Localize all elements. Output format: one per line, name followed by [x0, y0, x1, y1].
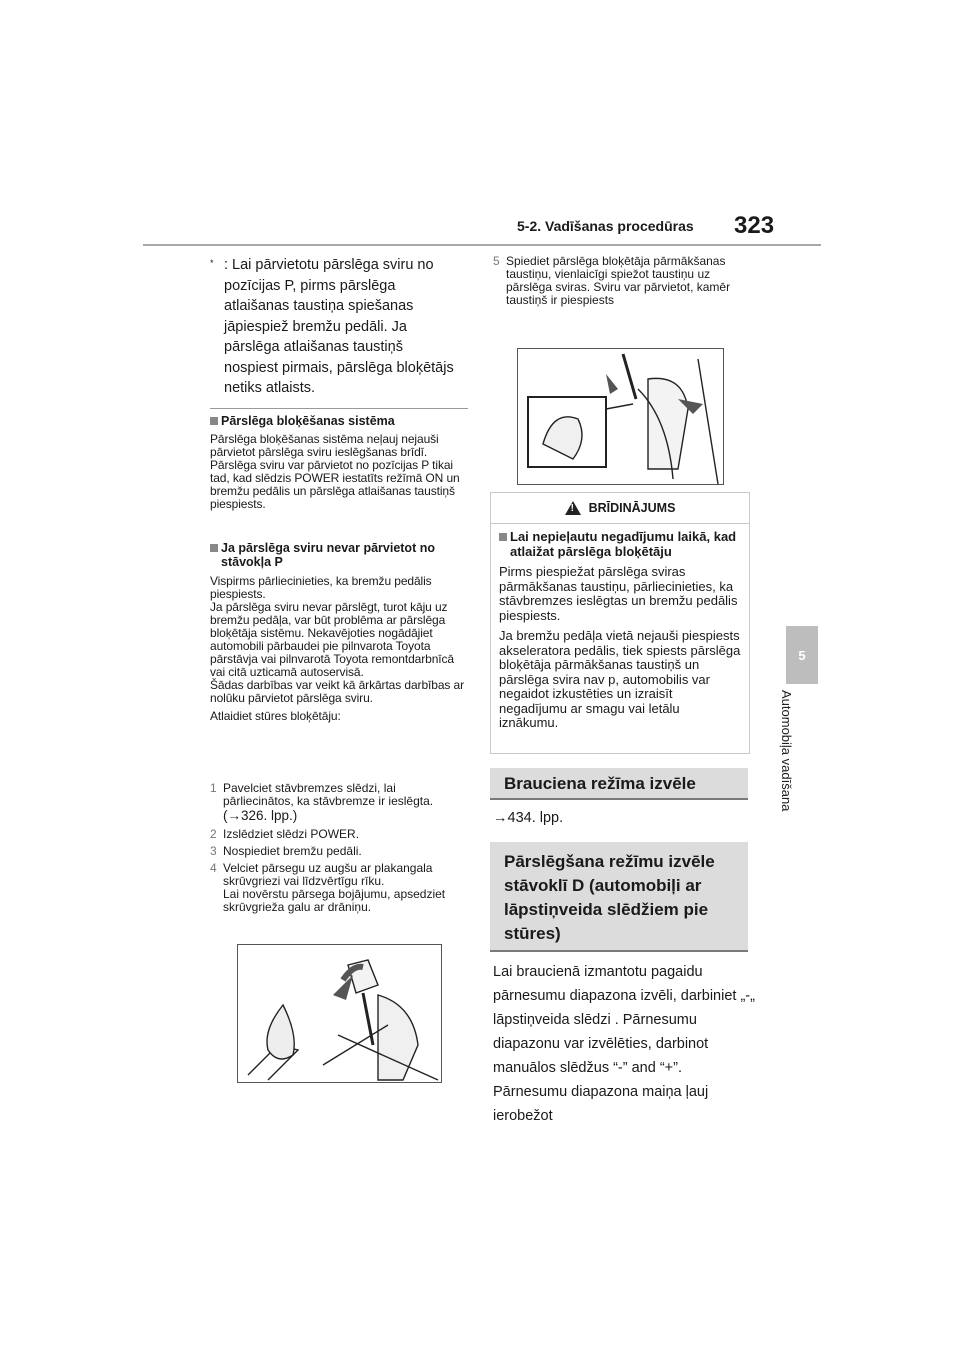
lock-system-text: Pārslēga bloķēšanas sistēma neļauj nejauši pārvietot pārslēga sviru ieslēgšanas brīdī. Pārslēga sviru var pārvietot no pozīcijas P tikai tad, kad slēdzis POWER iestatīts režīmā ON un bremžu pedālis un pārslēga atlaišanas taustiņš piespiests. — [210, 432, 460, 511]
list-item: 3 Nospiediet bremžu pedāli. — [210, 844, 362, 858]
list-item: 2 Izslēdziet slēdzi POWER. — [210, 827, 360, 841]
shift-cover-illustration-icon — [238, 945, 441, 1082]
chapter-title: Automobiļa vadīšana — [779, 690, 794, 812]
paragraph: Atlaidiet stūres bloķētāju: — [210, 709, 341, 723]
warning-box — [490, 492, 750, 754]
divider — [210, 408, 468, 409]
shift-lever-illustration-icon — [518, 349, 723, 484]
paragraph: Vispirms pārliecinieties, ka bremžu pedālis piespiests. — [210, 574, 432, 601]
cannot-move-heading: Ja pārslēga sviru nevar pārvietot no stāvokļa P — [210, 541, 479, 569]
square-bullet-icon — [210, 544, 218, 552]
paddle-text: Lai braucienā izmantotu pagaidu pārnesumu diapazona izvēli, darbiniet „-„ lāpstiņveida slēdzi . Pārnesumu diapazonu var izvēlēties, darbinot manuālos slēdžus “-” and “+”. Pārnesumu diapazona maiņa ļauj ierobežot — [493, 964, 755, 1124]
section-title: 5-2. Vadīšanas procedūras — [517, 218, 694, 234]
footnote-marker: * — [210, 258, 214, 268]
lock-system-heading: Pārslēga bloķēšanas sistēma — [210, 414, 468, 428]
square-bullet-icon — [210, 417, 218, 425]
warning-header — [491, 493, 749, 524]
cannot-move-text — [210, 575, 468, 723]
page-ref: (→326. lpp.) — [223, 808, 298, 823]
drive-mode-ref[interactable]: →434. lpp. — [493, 810, 564, 826]
footnote-text: : Lai pārvietotu pārslēga sviru no pozīcijas P, pirms pārslēga atlaišanas taustiņa spiešanas jāpiespiež bremžu pedāli. Ja pārslēga atlaišanas taustiņš nospiest pirmais, pārslēga bloķētājs netiks atlaists. — [224, 257, 454, 396]
warning-paragraph: Ja bremžu pedāļa vietā nejauši piespiests akseleratora pedālis, tiek spiests pārslēga bloķētāja pārmākšanas taustiņš un pārslēga svira nav p, automobilis var negaidot izkustēties un izraisīt negadījumu ar smagu vai letālu iznākumu. — [499, 628, 741, 730]
warning-body — [491, 524, 749, 737]
paragraph: Šādas darbības var veikt kā ārkārtas darbības ar nolūku pārvietot pārslēga sviru. — [210, 678, 464, 705]
warning-triangle-icon — [565, 501, 581, 515]
square-bullet-icon — [499, 533, 507, 541]
steps-list — [210, 782, 468, 918]
list-item: 5 Spiediet pārslēga bloķētāja pārmākšanas taustiņu, vienlaicīgi spiežot taustiņu uz pārslēga sviras. Sviru var pārvietot, kamēr taustiņš ir piespiests — [493, 255, 743, 307]
screwdriver-illustration — [237, 944, 442, 1083]
header-rule — [143, 244, 821, 246]
warning-title: BRĪDINĀJUMS — [588, 501, 676, 515]
chapter-label — [776, 690, 796, 850]
paragraph: Ja pārslēga sviru nevar pārslēgt, turot kāju uz bremžu pedāļa, var būt problēma ar pārslēga bloķētāja sistēmu. Nekavējoties nogādājiet automobili pārbaudei pie pilnvarota Toyota pārstāvja vai pilnvarotā Toyota remontdarbnīcā vai citā uzticamā autoservisā. — [210, 600, 454, 679]
paddle-heading: Pārslēgšana režīmu izvēle stāvoklī D (automobiļi ar lāpstiņveida slēdžiem pie stūres) — [490, 842, 748, 952]
override-button-illustration — [517, 348, 724, 485]
step-text: Spiediet pārslēga bloķētāja pārmākšanas taustiņu, vienlaicīgi spiežot taustiņu uz pārslēga sviras. Sviru var pārvietot, kamēr taustiņš ir piespiests — [506, 254, 731, 307]
drive-mode-heading: Brauciena režīma izvēle — [490, 768, 748, 800]
page-number: 323 — [734, 212, 775, 239]
chapter-tab[interactable]: 5 — [786, 626, 818, 684]
warning-heading: Lai nepieļautu negadījumu laikā, kad atlaižat pārslēga bloķētāju — [499, 530, 741, 559]
list-item: 1 Pavelciet stāvbremzes slēdzi, lai pārliecinātos, ka stāvbremze ir ieslēgta. (→326. lpp.) — [210, 782, 468, 824]
warning-paragraph: Pirms piespiežat pārslēga sviras pārmākšanas taustiņu, pārliecinieties, ka stāvbremzes ieslēgtas un bremžu pedālis piespiests. — [499, 564, 738, 623]
list-item: 4 Velciet pārsegu uz augšu ar plakangala skrūvgriezi vai līdzvērtīgu rīku. Lai novērstu pārsega bojājumu, apsedziet skrūvgrieža galu ar drāniņu. — [210, 861, 446, 914]
footnote — [210, 255, 460, 399]
